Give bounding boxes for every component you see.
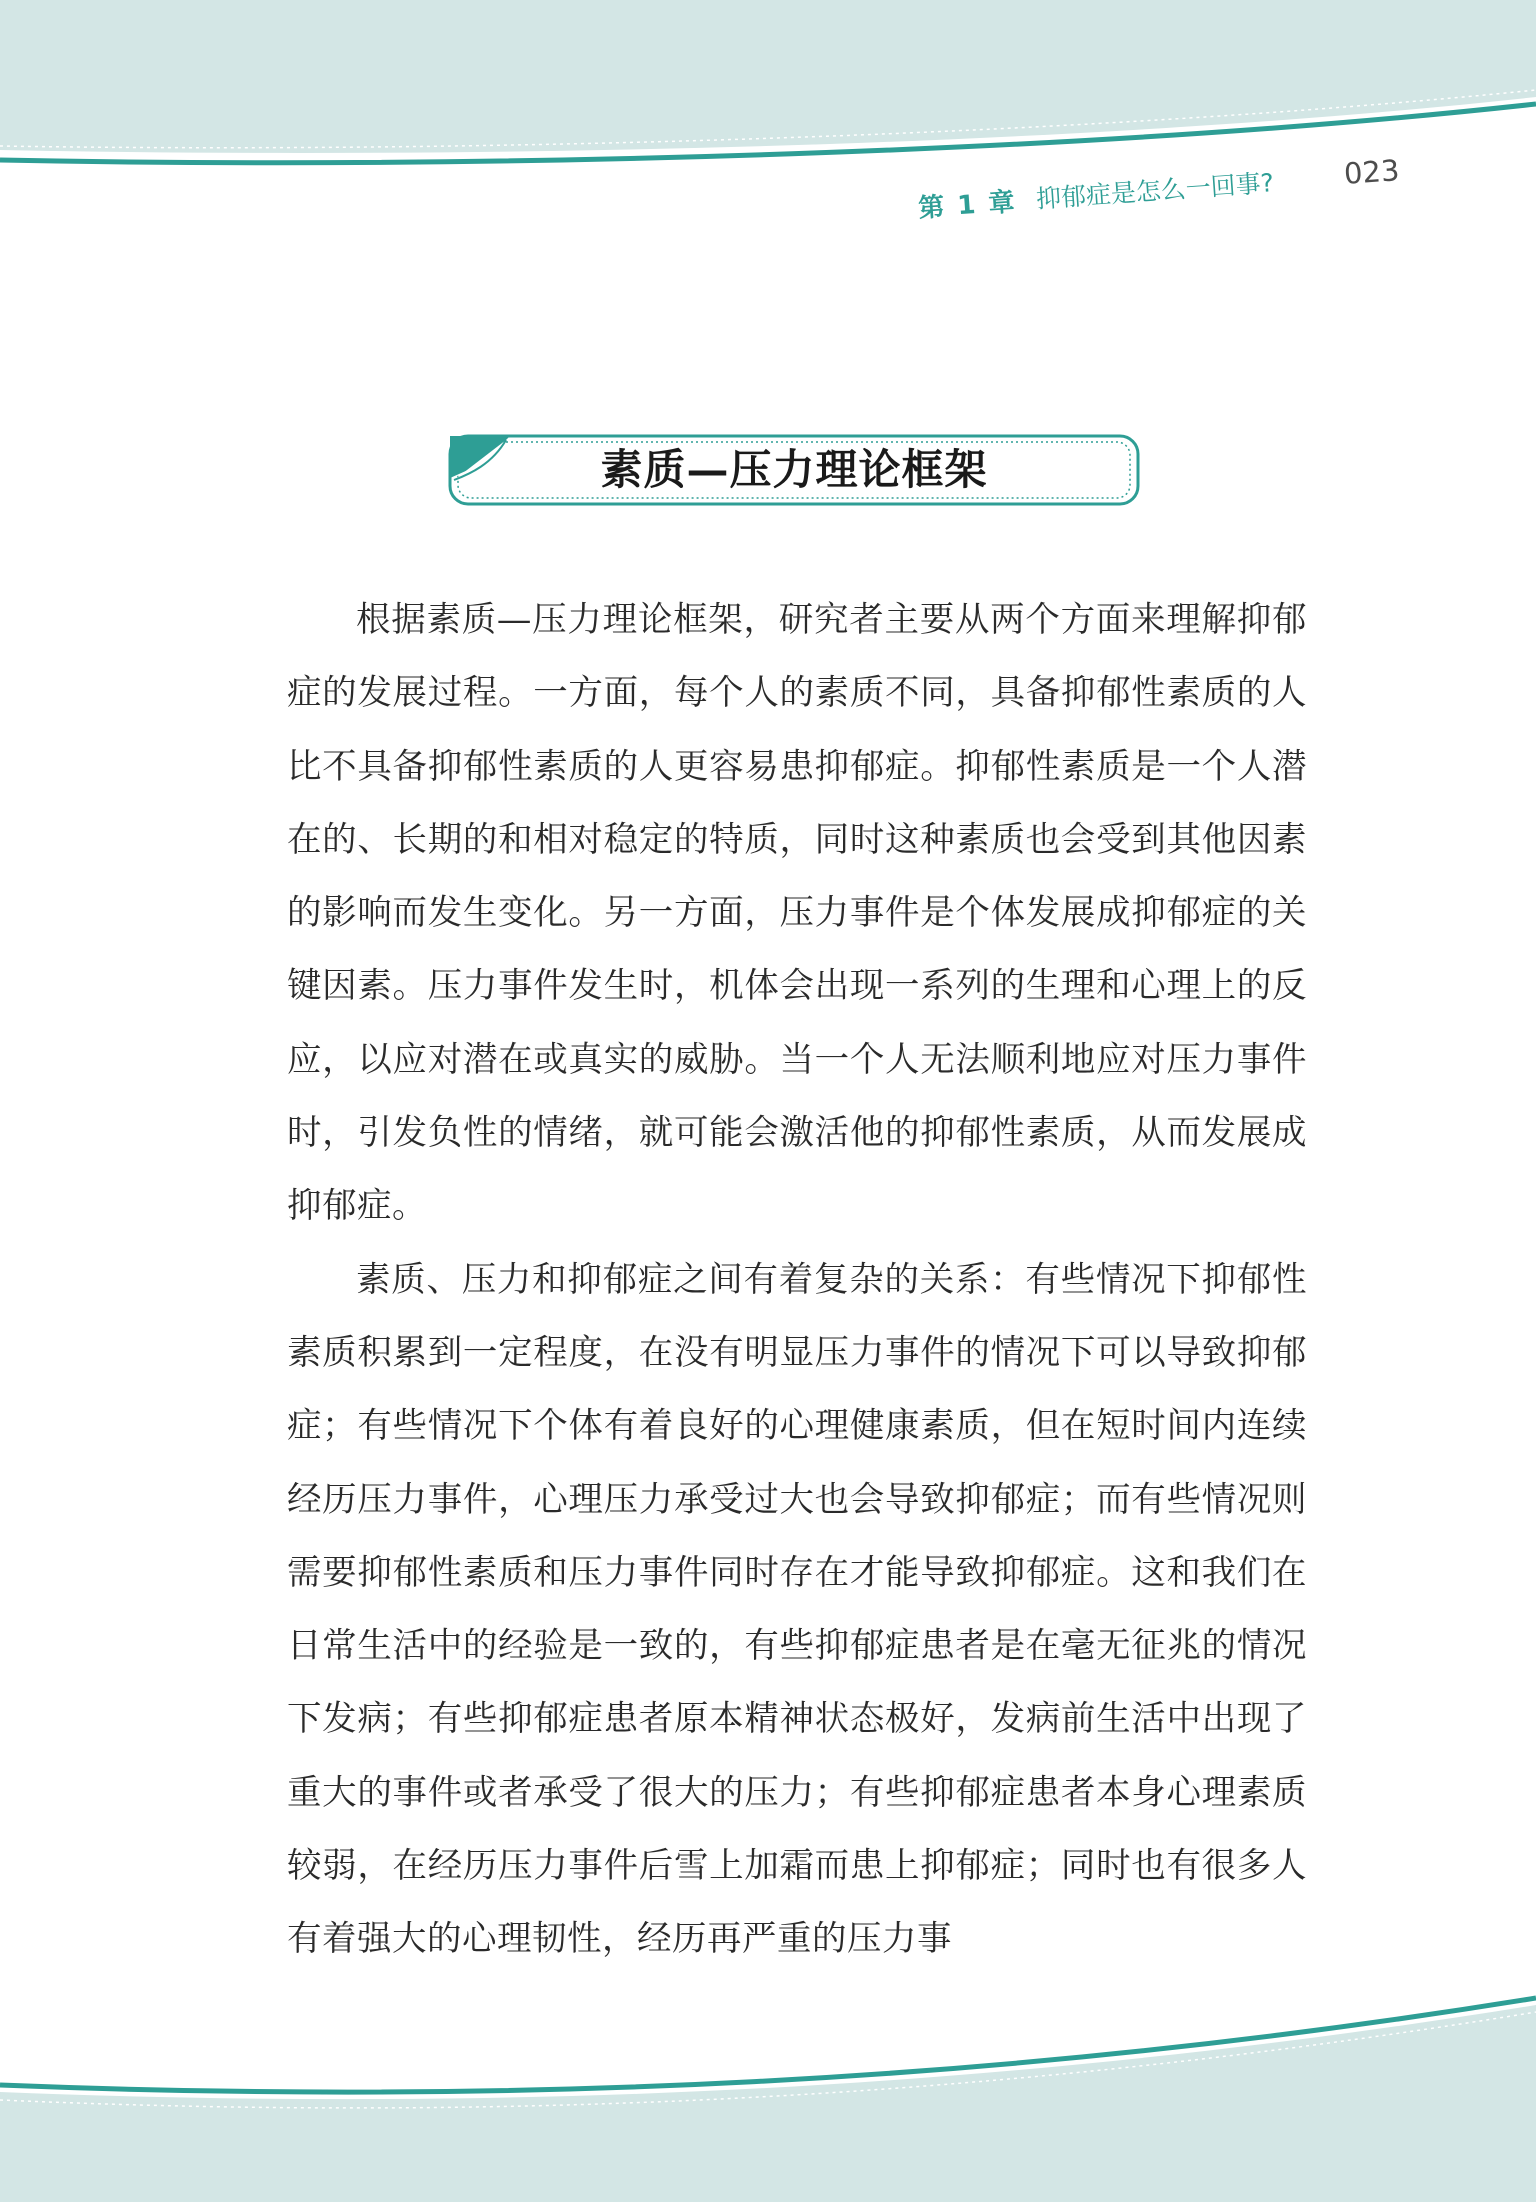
bottom-band-dotted-line bbox=[0, 2012, 1536, 2108]
top-band bbox=[0, 0, 1536, 153]
section-title: 素质—压力理论框架 bbox=[600, 445, 988, 494]
bottom-band-line bbox=[0, 1998, 1536, 2092]
chapter-title: 抑郁症是怎么一回事? bbox=[1035, 168, 1275, 214]
page-number: 023 bbox=[1342, 153, 1401, 191]
section-heading-banner bbox=[448, 434, 1140, 506]
top-band-dotted-line bbox=[0, 90, 1536, 148]
running-header bbox=[916, 139, 1399, 232]
bottom-band bbox=[0, 2005, 1536, 2202]
paragraph: 素质、压力和抑郁症之间有着复杂的关系：有些情况下抑郁性素质积累到一定程度，在没有明显压力事件的情况下可以导致抑郁症；有些情况下个体有着良好的心理健康素质，但在短时间内连续经历压力事件，心理压力承受过大也会导致抑郁症；而有些情况则需要抑郁性素质和压力事件同时存在才能导致抑郁症。这和我们在日常生活中的经验是一致的，有些抑郁症患者是在毫无征兆的情况下发病；有些抑郁症患者原本精神状态极好，发病前生活中出现了重大的事件或者承受了很大的压力；有些抑郁症患者本身心理素质较弱，在经历压力事件后雪上加霜而患上抑郁症；同时也有很多人有着强大的心理韧性，经历再严重的压力事 bbox=[287, 1259, 1307, 1960]
chapter-label: 第 1 章 bbox=[917, 187, 1018, 224]
paragraph: 根据素质—压力理论框架，研究者主要从两个方面来理解抑郁症的发展过程。一方面，每个人的素质不同，具备抑郁性素质的人比不具备抑郁性素质的人更容易患抑郁症。抑郁性素质是一个人潜在的、长期的和相对稳定的特质，同时这种素质也会受到其他因素的影响而发生变化。另一方面，压力事件是个体发展成抑郁症的关键因素。压力事件发生时，机体会出现一系列的生理和心理上的反应，以应对潜在或真实的威胁。当一个人无法顺利地应对压力事件时，引发负性的情绪，就可能会激活他的抑郁性素质，从而发展成抑郁症。 bbox=[287, 600, 1307, 1227]
body-text bbox=[287, 584, 1307, 1977]
